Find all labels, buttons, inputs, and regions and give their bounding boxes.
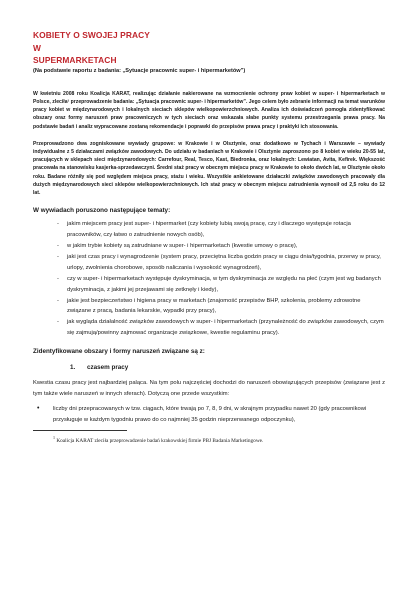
list-item: - jakie jest bezpieczeństwo i higiena pracy w marketach (znajomość przepisów BHP, szkolenia, problemy zdrowotne związane z pracą, badania lekarskie, wypadki przy pracy), [57, 296, 385, 318]
list-item: • liczby dni przepracowanych w tzw. ciągach, które trwają po 7, 8, 9 dni, w skrajnym przypadku nawet 20 (gdy pracownikowi przysługuje w każdym tygodniu prawo do co najmniej 35 godzin nieprzerwanego odpoczynku), [33, 404, 385, 426]
section-paragraph: Kwestia czasu pracy jest najbardziej paląca. Na tym polu najczęściej dochodzi do naruszeń obowiązujących przepisów (związane jest z tym także wiele naruszeń w innych sferach). Dotyczą one przede wszystkim: [33, 380, 385, 398]
document-title [33, 29, 385, 67]
topics-heading: W wywiadach poruszono następujące tematy: [33, 207, 171, 215]
list-item: - w jakim trybie kobiety są zatrudniane w super- i hipermarketach (kwestie umowy o pracę), [57, 241, 385, 252]
footnote-text: Koalicja KARAT zleciła przeprowadzenie badań krakowskiej firmie PBJ Badania Marketingowe. [56, 437, 264, 444]
section-number: 1. [70, 364, 76, 372]
document-subtitle: (Na podstawie raportu z badania: „Sytuacje pracownic super- i hipermarketów”) [33, 67, 246, 74]
footnote [33, 434, 385, 445]
list-item: - czy w super- i hipermarketach występuje dyskryminacja, w tym dyskryminacja ze względu na płeć (czym jest wg badanych dyskryminacja, z jakimi jej przejawami się zetknęły i kiedy), [57, 274, 385, 296]
list-item: - jaki jest czas pracy i wynagrodzenie (system pracy, przeciętna liczba godzin pracy w ciągu dnia/tygodnia, przerwy w pracy, urlopy, zwolnienia chorobowe, sposób naliczania i wysokość wynagrodzeń), [57, 252, 385, 274]
footnote-divider [33, 430, 127, 431]
method-paragraph: Przeprowadzono dwa zogniskowane wywiady grupowe: w Krakowie i w Olsztynie, oraz dodatkowo w Tychach i Warszawie – wywiady indywidualne z 5 działaczami związków zawodowych. Do udziału w badaniach w Krakowie i Olsztynie zaproszono po 8 kobiet w wieku 20-55 lat, pracujących w sklepach sieci międzynarodowych: Carrefour, Real, Tesco, Kast, Biedronka, oraz lokalnych: Lewiatan, Avita, Kefirek. Większość pracowała na stanowisku kasjerka-sprzedawczyni. Średni staż pracy w obecnym miejscu pracy w Krakowie to około dwóch lat, w Olsztynie około roku. Badane różniły się pod względem miejsca pracy, stażu i wieku. Wszystkie ankietowane działaczki związków zawodowych pracowały dla dużych międzynarodowych sieci sklepów wielkopowierzchniowych. Ich staż pracy w obecnym miejscu zatrudnienia wynosił od 2,5 roku do 12 lat. [33, 140, 385, 197]
bullets-list [33, 404, 385, 426]
topics-list [57, 219, 385, 339]
intro-paragraph: W kwietniu 2008 roku Koalicja KARAT, realizując działanie nakierowane na wzmocnienie ochrony praw kobiet w super- i hipermarketach w Polsce, zleciła¹ przeprowadzenie badania: „Sytuacja pracownic super- i hipermarketów”. Jego celem było zebranie informacji na temat warunków pracy kobiet w międzynarodowych i lokalnych sieciach sklepów wielkopowierzchniowych. Analiza ich doświadczeń pomogła zidentyfikować obszary oraz formy naruszeń praw pracowniczych w tych sieciach oraz wskazała słabe punkty systemu przestrzegania prawa pracy. Na podstawie badań i analiz wypracowane zostaną rekomendacje i poprawki do przepisów prawa pracy i praktyki ich stosowania. [33, 90, 385, 130]
identified-heading: Zidentyfikowane obszary i formy naruszeń związane są z: [33, 348, 205, 356]
footnote-marker: 1 [53, 434, 55, 440]
section-label: czasem pracy [87, 364, 129, 372]
title-line-2: W [33, 42, 42, 53]
title-line-3: SUPERMARKETACH [33, 55, 117, 66]
list-item: - jakim miejscem pracy jest super- i hipermarket (czy kobiety lubią swoją pracę, czy i dlaczego występuje rotacja pracowników, czy łatwo o zatrudnienie nowych osób), [57, 219, 385, 241]
list-item: - jak wygląda działalność związków zawodowych w super- i hipermarketach (przynależność do związków zawodowych, czym się zajmują/powinny zajmować organizacje związkowe, kwestie regulaminu pracy). [57, 317, 385, 339]
title-line-1: KOBIETY O SWOJEJ PRACY [33, 30, 150, 40]
section-heading [70, 363, 385, 372]
